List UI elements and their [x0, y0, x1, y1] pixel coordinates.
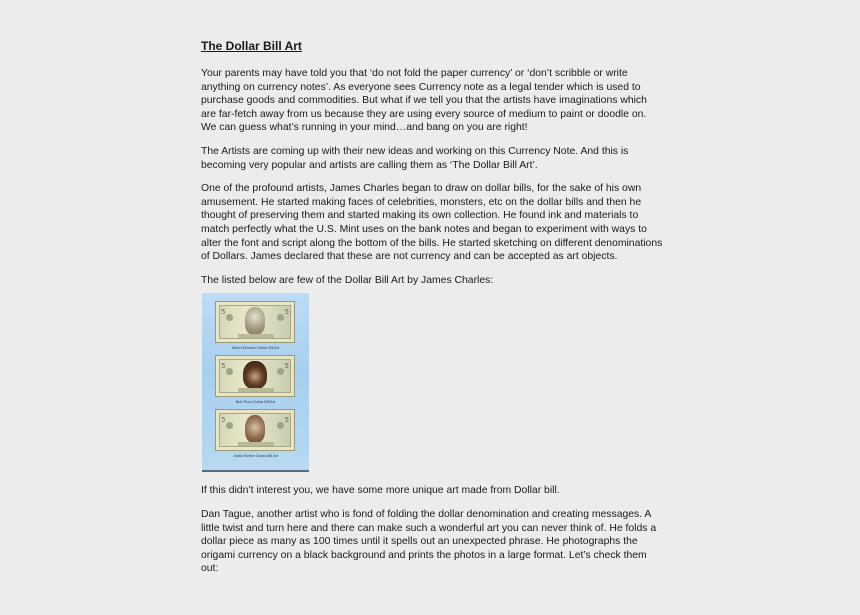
dollar-bill-bob-ross: 5 5 [215, 355, 295, 397]
dollar-bill-bieber: 5 5 [215, 409, 295, 451]
paragraph-artists: The Artists are coming up with their new ideas and working on this Currency Note. And this is becoming very popular and artists are calling them as ‘The Dollar Bill Art’. [201, 145, 629, 171]
dollar-bill-art-image [202, 293, 309, 472]
document-title: The Dollar Bill Art [201, 39, 302, 53]
paragraph-dan-tague: Dan Tague, another artist who is fond of folding the dollar denomination and creating messages. A little twist and turn here and there can make such a wonderful art you can never think of. He folds a dollar piece as many as 100 times until it spells out an unexpected phrase. He photographs the origami currency on a black background and prints the photos in a large format. Let’s check them out: [201, 508, 657, 575]
paragraph-intro: Your parents may have told you that ‘do not fold the paper currency’ or ‘don’t scribble or write anything on currency notes’. As everyone sees Currency note as a legal tender which is used to purchase goods and commodities. But what if we tell you that the artists have imaginations which are far-fetch away from us because they are using every source of medium to paint or doodle on. We can guess what’s running in your mind…and bang on you are right! [201, 68, 647, 134]
caption-einstein: Albert Einstein Dollar Bill Art [231, 346, 280, 351]
paragraph-james-charles: One of the profound artists, James Charles began to draw on dollar bills, for the sake of his own amusement. He started making faces of celebrities, monsters, etc on the dollar bills and then he thought of preserving them and started making its own collection. He found ink and materials to match perfectly what the U.S. Mint uses on the bank notes and began to experiment with ways to alter the font and script along the bottom of the bills. He started sketching on different denominations of Dollars. James declared that these are not currency and can be accepted as art objects. [201, 183, 663, 263]
dollar-bill-einstein: 5 5 [215, 301, 295, 343]
caption-bieber: Justin Bieber Dollar Bill Art [233, 454, 278, 459]
document-body [201, 38, 671, 586]
paragraph-more-art: If this didn’t interest you, we have some more unique art made from Dollar bill. [201, 485, 560, 497]
paragraph-listed-below: The listed below are few of the Dollar Bill Art by James Charles: [201, 274, 494, 286]
caption-bob-ross: Bob Ross Dollar Bill Art [235, 400, 276, 405]
